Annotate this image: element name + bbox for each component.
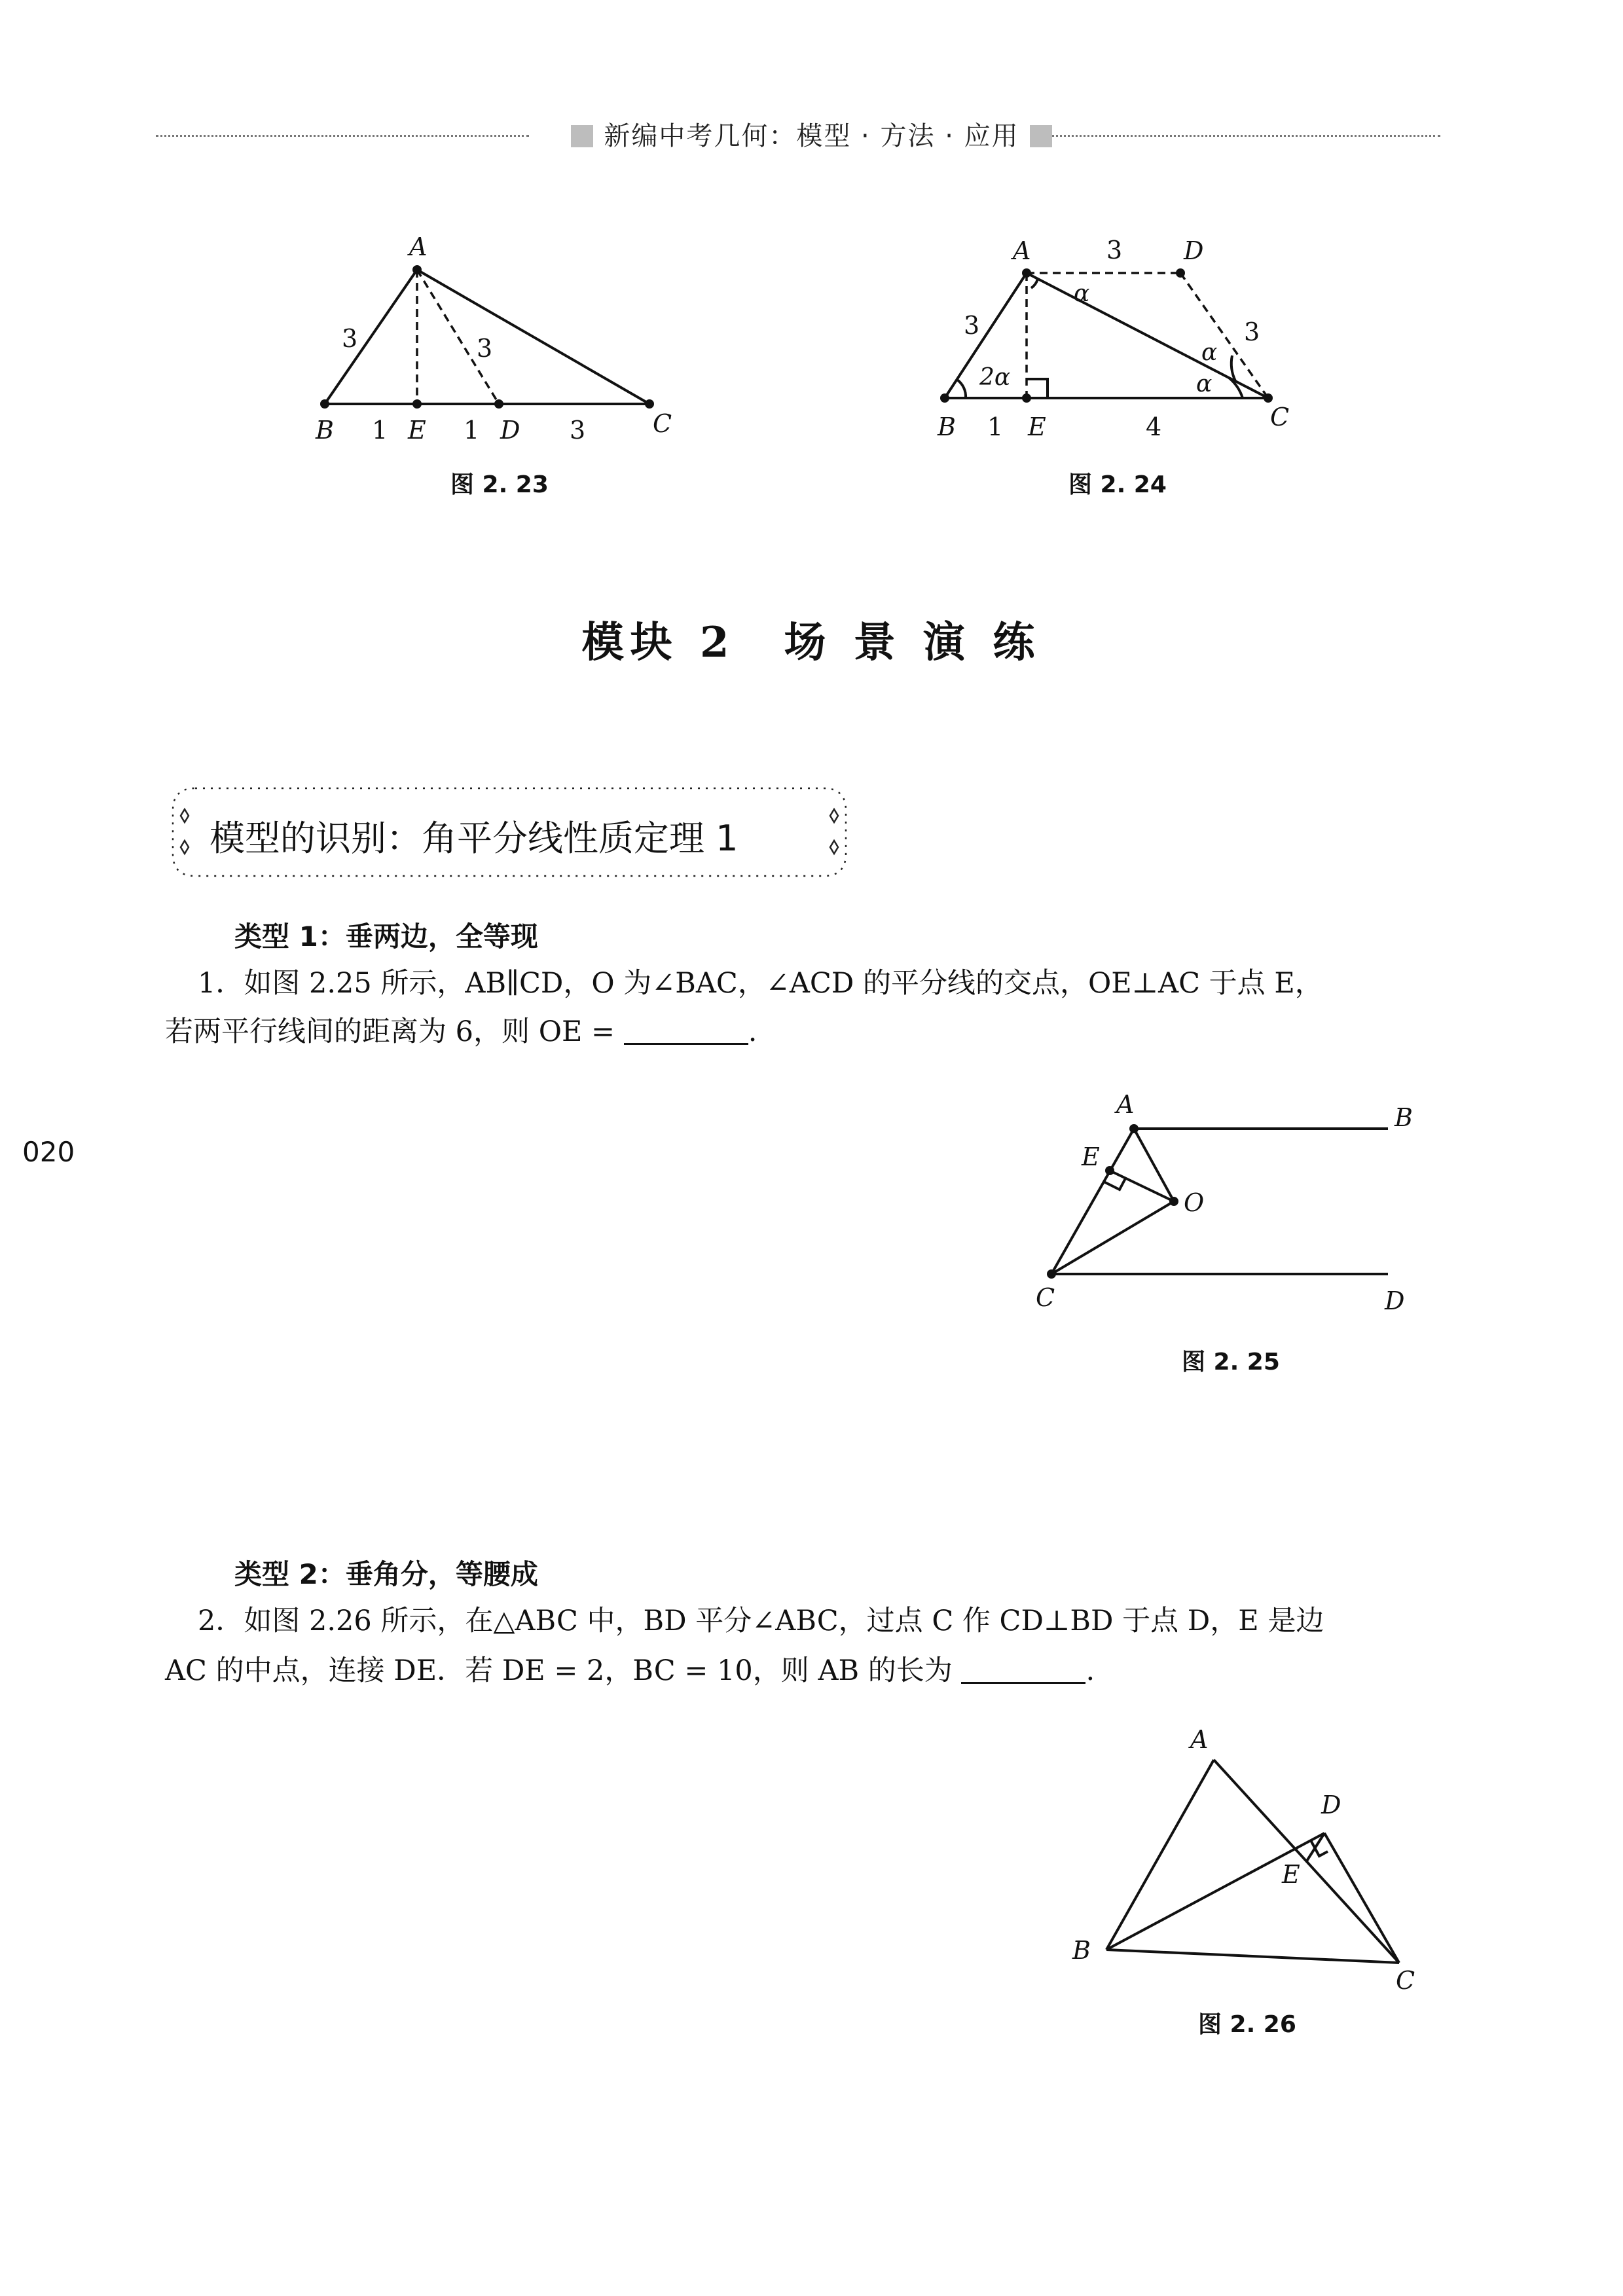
length-BE: 1	[987, 412, 1004, 441]
module-title: 模块 2 场 景 演 练	[581, 618, 1042, 667]
length-AB: 3	[342, 324, 358, 353]
figure-caption: 图 2. 24	[1068, 471, 1167, 498]
problem-2-line1: 2．如图 2.26 所示，在△ABC 中，BD 平分∠ABC，过点 C 作 CD⊥BD 于点 D，E 是边	[198, 1605, 1324, 1637]
length-AB: 3	[964, 311, 980, 340]
problem-1-text: 若两平行线间的距离为 6，则 OE =	[165, 1015, 615, 1048]
label-B: B	[1395, 1103, 1413, 1132]
label-E: E	[1082, 1142, 1100, 1171]
header-title: 新编中考几何：模型 · 方法 · 应用	[601, 121, 1021, 151]
running-header	[0, 115, 1623, 153]
length-DC: 3	[1244, 318, 1260, 346]
label-A: A	[1116, 1090, 1135, 1119]
page-number: 020	[22, 1136, 75, 1168]
figure-2-24	[917, 236, 1309, 458]
angle-alpha: α	[1201, 339, 1218, 366]
problem-2-line2	[165, 1645, 1095, 1697]
label-E: E	[1028, 412, 1046, 441]
figure-caption: 图 2. 25	[1182, 1349, 1280, 1376]
label-D: D	[1184, 236, 1204, 265]
length-BE: 1	[372, 416, 388, 445]
length-DC: 3	[570, 416, 586, 445]
length-ED: 1	[464, 416, 480, 445]
label-B: B	[316, 416, 334, 445]
label-A: A	[409, 236, 428, 261]
header-square-icon	[571, 125, 593, 147]
period: .	[748, 1015, 757, 1048]
figure-2-26	[1054, 1715, 1447, 1990]
label-E: E	[1282, 1860, 1300, 1889]
length-EC: 4	[1146, 412, 1162, 441]
label-C: C	[1036, 1283, 1055, 1312]
header-square-icon	[1030, 125, 1052, 147]
label-C: C	[1396, 1966, 1415, 1990]
figure-2-23	[301, 236, 694, 458]
answer-blank[interactable]	[624, 1015, 748, 1045]
label-C: C	[653, 409, 672, 438]
period: .	[1085, 1654, 1095, 1687]
label-B: B	[938, 412, 956, 441]
section-box	[169, 784, 850, 880]
label-O: O	[1184, 1188, 1205, 1217]
length-AD: 3	[477, 334, 493, 363]
label-D: D	[1385, 1286, 1405, 1315]
angle-two-alpha: 2α	[979, 364, 1011, 391]
type2-heading: 类型 2：垂角分，等腰成	[234, 1558, 538, 1590]
angle-alpha: α	[1196, 371, 1213, 397]
angle-alpha: α	[1074, 280, 1090, 307]
figure-caption: 图 2. 23	[450, 471, 549, 498]
label-B: B	[1072, 1936, 1091, 1965]
problem-2-text: AC 的中点，连接 DE．若 DE = 2，BC = 10，则 AB 的长为	[165, 1654, 953, 1687]
figure-caption: 图 2. 26	[1198, 2011, 1296, 2038]
type1-heading: 类型 1：垂两边，全等现	[234, 920, 538, 953]
section-title: 模型的识别：角平分线性质定理 1	[210, 818, 739, 859]
label-D: D	[1321, 1791, 1341, 1819]
label-E: E	[408, 416, 426, 445]
label-A: A	[1013, 236, 1031, 265]
problem-1-line2	[165, 1006, 757, 1058]
label-C: C	[1270, 403, 1290, 431]
label-A: A	[1190, 1725, 1209, 1754]
length-AD: 3	[1106, 236, 1123, 264]
answer-blank[interactable]	[961, 1654, 1085, 1684]
label-D: D	[500, 416, 520, 445]
figure-2-25	[1021, 1080, 1440, 1329]
problem-1-line1: 1．如图 2.25 所示，AB∥CD，O 为∠BAC，∠ACD 的平分线的交点，OE⊥AC 于点 E，	[198, 967, 1323, 1000]
